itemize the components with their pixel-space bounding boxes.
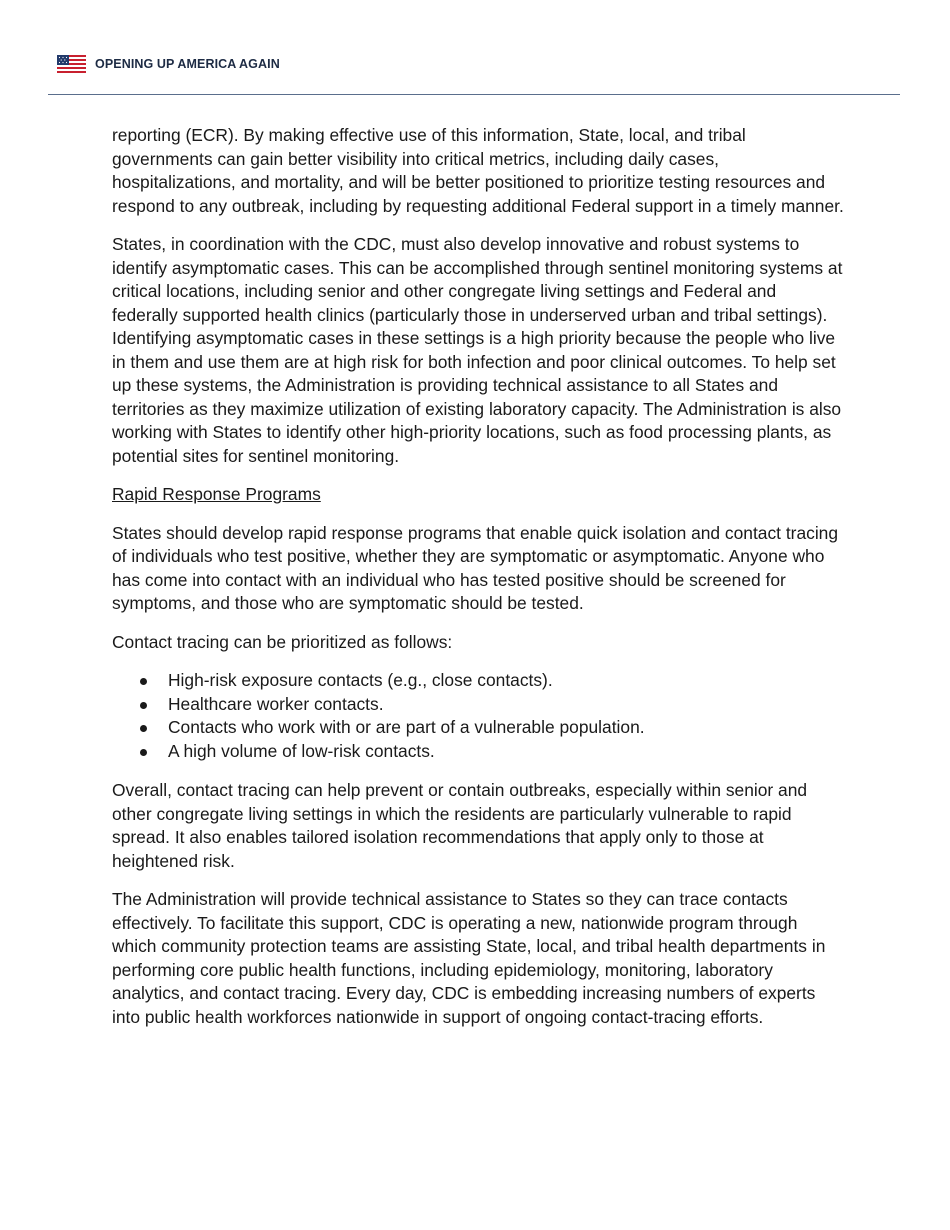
- us-flag-icon: [57, 55, 86, 73]
- list-item-text: Healthcare worker contacts.: [168, 693, 384, 714]
- paragraph-technical-assistance: The Administration will provide technical assistance to States so they can trace contacts effectively. To facilitate this support, CDC is operating a new, nationwide program through which community protection teams are assisting State, local, and tribal health departments in performing core public health functions, including epidemiology, monitoring, laboratory analytics, and contact tracing. Every day, CDC is embedding increasing numbers of experts into public health workforces nationwide in support of ongoing contact-tracing efforts.: [112, 889, 826, 1027]
- bullet-icon: [140, 749, 147, 756]
- list-item: [112, 669, 844, 693]
- paragraph-asymptomatic: States, in coordination with the CDC, must also develop innovative and robust systems to identify asymptomatic cases. This can be accomplished through sentinel monitoring systems at critical locations, including senior and other congregate living settings and Federal and federally supported health clinics (particularly those in underserved urban and tribal settings). Identifying asymptomatic cases in these settings is a high priority because the people who live in them and use them are at high risk for both infection and poor clinical outcomes. To help set up these systems, the Administration is providing technical assistance to all States and territories as they maximize utilization of existing laboratory capacity. The Administration is also working with States to identify other high-priority locations, such as food processing plants, as potential sites for sentinel monitoring.: [112, 234, 843, 466]
- paragraph-reporting: reporting (ECR). By making effective use of this information, State, local, and tribal governments can gain better visibility into critical metrics, including daily cases, hospitalizations, and mortality, and will be better positioned to prioritize testing resources and respond to any outbreak, including by requesting additional Federal support in a timely manner.: [112, 125, 844, 216]
- bullet-icon: [140, 678, 147, 685]
- list-item-text: A high volume of low-risk contacts.: [168, 740, 435, 761]
- list-item: [112, 693, 844, 717]
- document-body: [112, 124, 844, 1044]
- header-title: OPENING UP AMERICA AGAIN: [95, 57, 280, 71]
- header-divider: [48, 94, 900, 95]
- bullet-icon: [140, 702, 147, 709]
- priority-list: [112, 669, 844, 763]
- list-item-text: High-risk exposure contacts (e.g., close contacts).: [168, 670, 553, 690]
- bullet-icon: [140, 725, 147, 732]
- list-item: [112, 740, 844, 764]
- list-item-text: Contacts who work with or are part of a vulnerable population.: [168, 717, 645, 737]
- list-item: [112, 716, 844, 740]
- paragraph-rapid-response: States should develop rapid response programs that enable quick isolation and contact tracing of individuals who test positive, whether they are symptomatic or asymptomatic. Anyone who has come into contact with an individual who has tested positive should be screened for symptoms, and those who are symptomatic should be tested.: [112, 522, 839, 613]
- section-heading: Rapid Response Programs: [112, 484, 321, 504]
- paragraph-overall: Overall, contact tracing can help prevent or contain outbreaks, especially within senior and other congregate living settings in which the residents are particularly vulnerable to rapid spread. It also enables tailored isolation recommendations that apply only to those at heightened risk.: [112, 780, 808, 871]
- paragraph-prioritization-intro: Contact tracing can be prioritized as follows:: [112, 631, 453, 652]
- page-header: [57, 54, 280, 74]
